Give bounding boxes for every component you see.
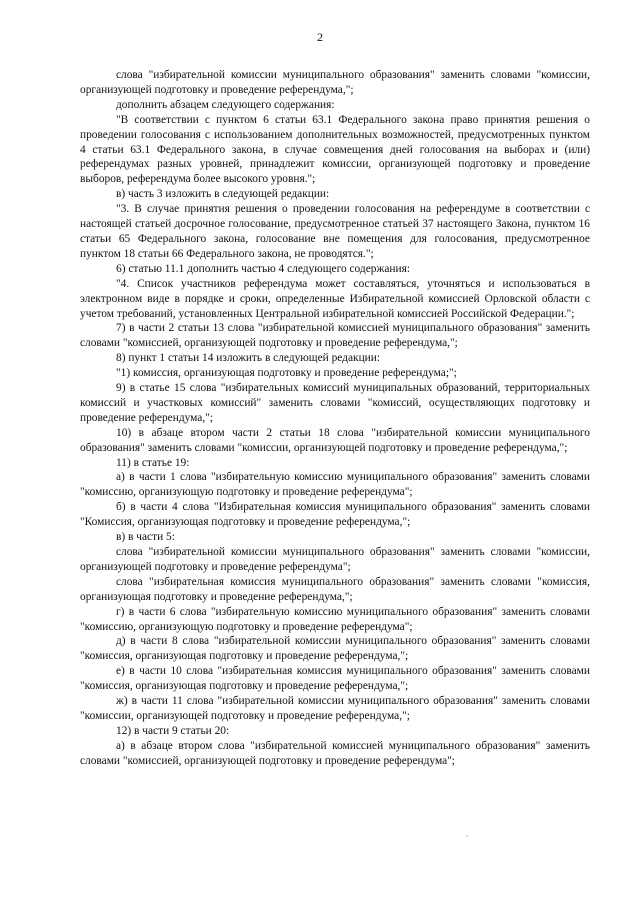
paragraph: в) в части 5: [116, 531, 175, 544]
paragraph: "В соответствии с пунктом 6 статьи 63.1 Федерального закона право принятия решения о проведении голосования с использованием дополнительных возможностей, предусмотренных пунктом 4 статьи 63.1 Федерального закона, в случае совмещения дней голосования на выборах и (или) референдумах разных уровней, принадлежит комиссии, организующей подготовку и проведение выборов, референдума более высокого уровня."; [80, 113, 590, 186]
paragraph: ж) в части 11 слова "избирательной комиссии муниципального образования" заменить словами "комиссии, организующей подготовку и проведение референдума,"; [80, 695, 590, 722]
paragraph: 8) пункт 1 статьи 14 изложить в следующей редакции: [116, 352, 381, 365]
paragraph: 10) в абзаце втором части 2 статьи 18 слова "избирательной комиссии муниципального образования" заменить словами "комиссии, организующей подготовку и проведение референдума,"; [80, 426, 590, 454]
paragraph: 11) в статье 19: [116, 456, 190, 469]
paragraph: г) в части 6 слова "избирательную комиссию муниципального образования" заменить словами "комиссию, организующую подготовку и проведение референдума"; [80, 605, 590, 633]
paragraph: б) в части 4 слова "Избирательная комиссия муниципального образования" заменить словами "Комиссия, организующая подготовку и проведение референдума,"; [80, 501, 590, 529]
scan-artifact [466, 835, 468, 837]
paragraph: в) часть 3 изложить в следующей редакции: [116, 188, 330, 201]
paragraph: д) в части 8 слова "избирательной комиссии муниципального образования" заменить словами "комиссия, организующая подготовку и проведение референдума,"; [80, 635, 590, 663]
page-number: 2 [317, 30, 323, 44]
paragraph: 7) в части 2 статьи 13 слова "избирательной комиссией муниципального образования" заменить словами "комиссией, организующей подготовку и проведение референдума,"; [80, 322, 590, 350]
paragraph: дополнить абзацем следующего содержания: [116, 98, 335, 111]
paragraph: е) в части 10 слова "избирательная комиссия муниципального образования" заменить словами "комиссия, организующая подготовку и проведение референдума,"; [80, 665, 590, 693]
document-body [80, 68, 590, 769]
paragraph: 12) в части 9 статьи 20: [116, 724, 230, 737]
paragraph: 9) в статье 15 слова "избирательных комиссий муниципальных образований, территориальных комиссий и участковых комиссий" заменить словами "комиссий, осуществляющих подготовку и проведение референдума,"; [80, 382, 590, 424]
paragraph: а) в части 1 слова "избирательную комиссию муниципального образования" заменить словами "комиссию, организующую подготовку и проведение референдума"; [80, 471, 590, 499]
paragraph: слова "избирательная комиссия муниципального образования" заменить словами "комиссия, организующая подготовку и проведение референдума,"; [80, 575, 590, 603]
paragraph: "1) комиссия, организующая подготовку и проведение референдума;"; [116, 367, 457, 380]
paragraph: слова "избирательной комиссии муниципального образования" заменить словами "комиссии, организующей подготовку и проведение референдума,"; [80, 69, 590, 96]
paragraph: слова "избирательной комиссии муниципального образования" заменить словами "комиссии, организующей подготовку и проведение референдума"; [80, 546, 590, 573]
paragraph: 6) статью 11.1 дополнить частью 4 следующего содержания: [116, 262, 410, 275]
paragraph: а) в абзаце втором слова "избирательной комиссией муниципального образования" заменить словами "комиссией, организующей подготовку и проведение референдума"; [80, 739, 590, 767]
paragraph: "3. В случае принятия решения о проведении голосования на референдуме в соответствии с настоящей статьей досрочное голосование, предусмотренное статьей 37 настоящего Закона, пунктом 16 статьи 65 Федерального закона, голосование вне помещения для голосования, предусмотренное пунктом 18 статьи 66 Федерального закона, не проводятся."; [80, 203, 590, 260]
paragraph: "4. Список участников референдума может составляться, уточняться и использоваться в электронном виде в порядке и сроки, определенные Избирательной комиссией Орловской области с учетом требований, установленных Центральной избирательной комиссией Российской Федерации."; [80, 277, 590, 320]
